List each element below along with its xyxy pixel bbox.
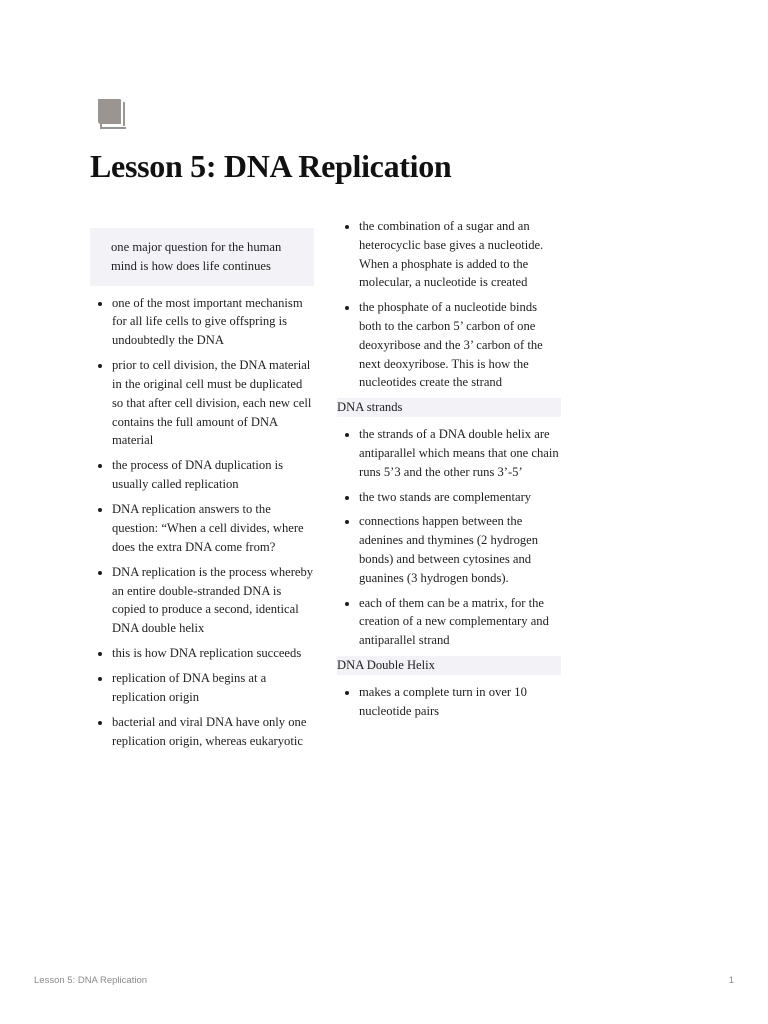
list-item: prior to cell division, the DNA material in the original cell must be duplicated so that after cell division, each new cell contains the full amount of DNA material [90, 356, 314, 450]
page-title: Lesson 5: DNA Replication [90, 148, 452, 184]
list-item: each of them can be a matrix, for the creation of a new complementary and antiparallel strand [337, 594, 561, 650]
left-column [90, 228, 314, 757]
callout-box [90, 228, 314, 286]
notebook-icon [96, 98, 128, 132]
list-item: makes a complete turn in over 10 nucleotide pairs [337, 683, 561, 721]
list-item: connections happen between the adenines and thymines (2 hydrogen bonds) and between cytosines and guanines (3 hydrogen bonds). [337, 512, 561, 587]
section-heading-dna-double-helix: DNA Double Helix [337, 656, 561, 675]
list-item: replication of DNA begins at a replication origin [90, 669, 314, 707]
list-item: the two stands are complementary [337, 488, 561, 507]
right-bullet-list-top [337, 217, 561, 392]
callout-text: one major question for the human mind is how does life continues [111, 240, 282, 273]
list-item: the combination of a sugar and an heterocyclic base gives a nucleotide. When a phosphate is added to the molecular, a nucleotide is created [337, 217, 561, 292]
dna-helix-bullet-list [337, 683, 561, 721]
left-bullet-list [90, 294, 314, 751]
list-item: DNA replication answers to the question: “When a cell divides, where does the extra DNA come from? [90, 500, 314, 556]
right-column [337, 217, 561, 727]
footer-title: Lesson 5: DNA Replication [34, 975, 148, 986]
list-item: the strands of a DNA double helix are antiparallel which means that one chain runs 5’3 and the other runs 3’-5’ [337, 425, 561, 481]
list-item: the process of DNA duplication is usually called replication [90, 456, 314, 494]
page-number: 1 [728, 975, 734, 986]
list-item: bacterial and viral DNA have only one replication origin, whereas eukaryotic [90, 713, 314, 751]
section-heading-dna-strands: DNA strands [337, 398, 561, 417]
list-item: one of the most important mechanism for all life cells to give offspring is undoubtedly the DNA [90, 294, 314, 350]
list-item: this is how DNA replication succeeds [90, 644, 314, 663]
list-item: the phosphate of a nucleotide binds both to the carbon 5’ carbon of one deoxyribose and the 3’ carbon of the next deoxyribose. This is how the nucleotides create the strand [337, 298, 561, 392]
dna-strands-bullet-list [337, 425, 561, 650]
list-item: DNA replication is the process whereby an entire double-stranded DNA is copied to produce a second, identical DNA double helix [90, 563, 314, 638]
